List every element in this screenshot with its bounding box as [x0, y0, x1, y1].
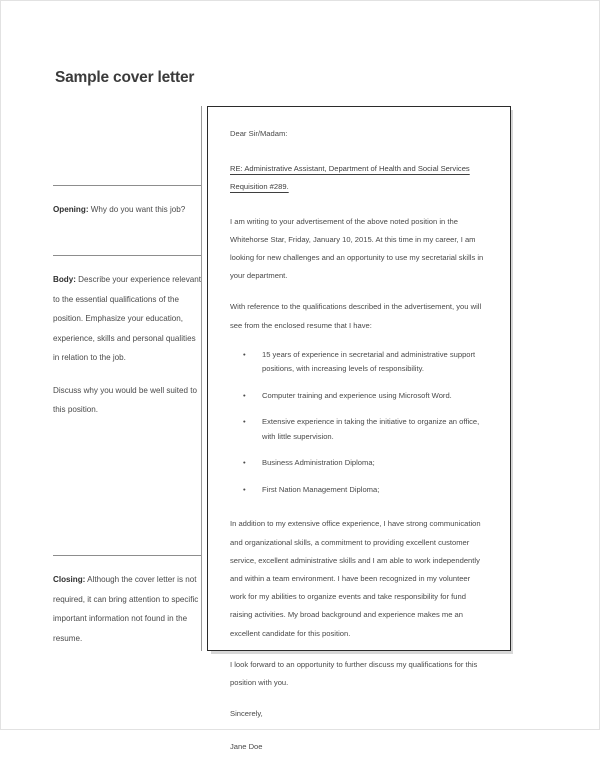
- letter-content: [208, 107, 510, 757]
- letter-paragraph-3: In addition to my extensive office experience, I have strong communication and organizational skills, a commitment to providing excellent customer service, excellent administrative skills and I am able to work independently and within a team environment. I have been recognized in my volunteer work for my abilities to organize events and take responsibility for fund raising activities. My broad background and experience makes me an excellent candidate for this position.: [230, 519, 481, 638]
- letter-re-text: RE: Administrative Assistant, Department of Health and Social Services Requisition #289.: [230, 164, 470, 192]
- page-title: Sample cover letter: [55, 69, 195, 86]
- letter-signature: Jane Doe: [230, 742, 263, 752]
- list-item: [230, 348, 488, 377]
- list-item-text: Computer training and experience using Microsoft Word.: [262, 390, 452, 400]
- note-body-body: Describe your experience relevant to the essential qualifications of the position. Emphasize your education, experience, skills and personal qualities in relation to the job.: [53, 275, 202, 362]
- note-body-text-2: Discuss why you would be well suited to this position.: [53, 385, 197, 414]
- letter-paragraph-1: I am writing to your advertisement of the above noted position in the Whitehorse Star, Friday, January 10, 2015. At this time in my career, I am looking for new challenges and an opportunity to use my secretarial skills in your department.: [230, 216, 484, 281]
- note-body-label: Body:: [53, 275, 76, 284]
- letter-salutation: Dear Sir/Madam:: [230, 129, 288, 138]
- note-opening: [53, 185, 203, 220]
- letter-paragraph-4: I look forward to an opportunity to further discuss my qualifications for this position with you.: [230, 659, 478, 687]
- note-body-text: [53, 270, 203, 368]
- list-item-text: Business Administration Diploma;: [262, 458, 375, 468]
- list-item-text: Extensive experience in taking the initiative to organize an office, with little supervision.: [262, 417, 480, 441]
- bullet-icon: •: [243, 390, 246, 400]
- bullet-icon: •: [243, 417, 246, 427]
- letter-closing-word: Sincerely,: [230, 709, 263, 719]
- letter-sheet: [207, 106, 511, 752]
- note-closing-text: [53, 570, 203, 648]
- letter-re-line: [230, 160, 488, 196]
- list-item-text: First Nation Management Diploma;: [262, 484, 380, 494]
- note-closing-label: Closing:: [53, 575, 86, 584]
- note-closing-body: Although the cover letter is not required, it can bring attention to specific important information not found in the resume.: [53, 575, 199, 643]
- note-closing: [53, 555, 203, 648]
- list-item: [230, 456, 488, 471]
- column-divider: [201, 106, 202, 651]
- bullet-icon: •: [243, 458, 246, 468]
- letter-paragraph-2: With reference to the qualifications described in the advertisement, you will see from the enclosed resume that I have:: [230, 302, 482, 330]
- list-item: [230, 415, 488, 444]
- note-body: [53, 255, 203, 420]
- divider-body: [53, 255, 201, 256]
- list-item: [230, 483, 488, 498]
- note-opening-text: [53, 200, 203, 220]
- bullet-icon: •: [243, 484, 246, 494]
- letter-qualification-list: [230, 348, 488, 498]
- bullet-icon: •: [243, 349, 246, 359]
- divider-opening: [53, 185, 201, 186]
- note-opening-body: Why do you want this job?: [88, 205, 186, 214]
- list-item-text: 15 years of experience in secretarial and administrative support positions, with increasing levels of responsibility.: [262, 349, 476, 374]
- divider-closing: [53, 555, 201, 556]
- note-opening-label: Opening:: [53, 205, 89, 214]
- list-item: [230, 389, 488, 404]
